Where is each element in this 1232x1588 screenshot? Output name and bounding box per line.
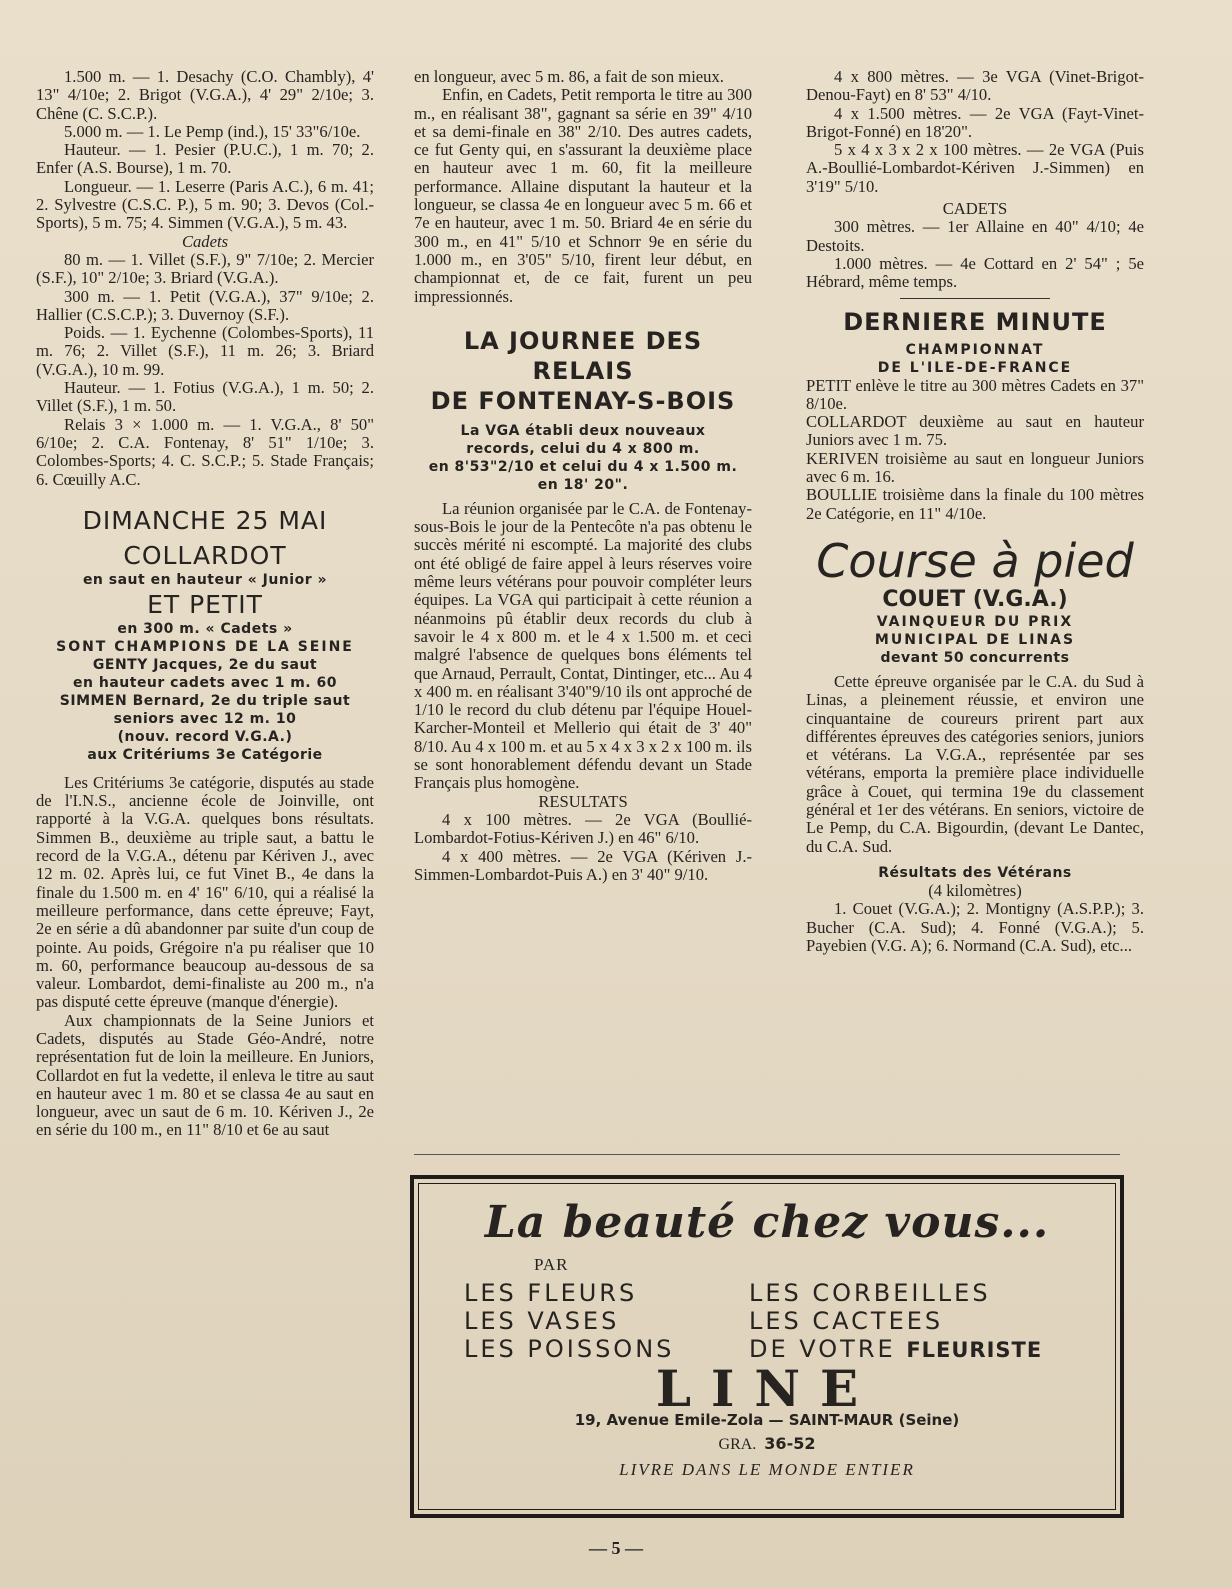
headline-sub-junior: en saut en hauteur « Junior » <box>82 571 328 588</box>
headline-champions: SONT CHAMPIONS DE LA SEINE <box>56 638 354 655</box>
result-5000m: 5.000 m. — 1. Le Pemp (ind.), 15' 33"6/10e. <box>64 121 361 141</box>
cadets-relais: Relais 3 × 1.000 m. — 1. V.G.A., 8' 50" 6/10e; 2. C.A. Fontenay, 8' 51" 1/10e; 3. Colombes-Sports; 4. C. S.C.P.; 5. Stade Français; 6. Cœuilly A.C. <box>36 414 374 489</box>
sub-vga-records-2: records, celui du 4 x 800 m. <box>466 440 700 457</box>
article-continuation: en longueur, avec 5 m. 86, a fait de son mieux. <box>414 67 724 86</box>
result-4x800: 4 x 800 mètres. — 3e VGA (Vinet-Brigot-Denou-Fayt) en 8' 53" 4/10. <box>806 67 1144 105</box>
derniere-minute-title: DERNIERE MINUTE <box>843 307 1107 336</box>
headline-et-petit: ET PETIT <box>147 589 263 619</box>
ad-tel-label: GRA. <box>718 1436 757 1453</box>
ad-brand-line: LINE <box>655 1359 879 1418</box>
dm-item-petit: PETIT enlève le titre au 300 mètres Cadets en 37" 8/10e. <box>806 375 1144 413</box>
ad-corbeilles: LES CORBEILLES <box>749 1279 991 1307</box>
cadets-label-2: CADETS <box>942 199 1008 219</box>
ad-cactees: LES CACTEES <box>749 1307 944 1335</box>
headline-genty-2: en hauteur cadets avec 1 m. 60 <box>73 674 337 691</box>
headline-genty: GENTY Jacques, 2e du saut <box>92 656 318 673</box>
ad-poissons: LES POISSONS <box>464 1335 675 1363</box>
course-title: Course à pied <box>816 533 1134 588</box>
headline-fontenay: DE FONTENAY-S-BOIS <box>430 386 736 415</box>
dm-sub-ile-de-france: DE L'ILE-DE-FRANCE <box>877 359 1073 376</box>
resultats-label: RESULTATS <box>538 791 628 811</box>
result-hauteur: Hauteur. — 1. Pesier (P.U.C.), 1 m. 70; 2. Enfer (A.S. Bourse), 1 m. 70. <box>36 140 374 178</box>
cadets-poids: Poids. — 1. Eychenne (Colombes-Sports), 11 m. 76; 2. Villet (S.F.), 11 m. 26; 3. Briard (V.G.A.), 10 m. 99. <box>36 323 374 379</box>
headline-sub-cadets: en 300 m. « Cadets » <box>117 620 293 637</box>
ad-fleurs: LES FLEURS <box>464 1279 638 1307</box>
cadets-1000m-result: 1.000 mètres. — 4e Cottard en 2' 54" ; 5e Hébrard, même temps. <box>806 253 1144 292</box>
column-2 <box>414 68 752 884</box>
cadets-label: Cadets <box>181 231 229 251</box>
course-article: Cette épreuve organisée par le C.A. du Sud à Linas, a pleinement réussie, et environ une cinquantaine de coureurs prirent part aux différentes épreuves des catégories seniors, juniors et vétérans. La V.G.A., représentée par ses vétérans, emporta la première place individuelle grâce à Couet, qui termina 19e du classement général et 1er des vétérans. En seniors, victoire de Le Pemp, du C.A. Bigourdin, (devant Le Dantec, du C.A. Sud. <box>806 671 1144 856</box>
article-cadets: Enfin, en Cadets, Petit remporta le titre au 300 m., en réalisant 38", gagnant sa série en 39" 4/10 et sa demi-finale en 38" 2/10. Des autres cadets, ce fut Genty qui, en s'assurant la deuxième place en hauteur avec 1 m. 60, fit la meilleure performance. Allaine disputant la hauteur et la longueur, se classa 4e en longueur avec 5 m. 66 et 7e en hauteur, avec 1 m. 50. Briard 4e en série du 300 m., en 41" 5/10 et Schnorr 9e en série du 1.000 m., en 3'05" 5/10, firent leur début, en championnat et, de ce fait, furent un peu impressionnés. <box>414 85 752 306</box>
sub-vga-records-4: en 18' 20". <box>537 476 629 493</box>
ad-vases: LES VASES <box>464 1307 620 1335</box>
ad-footer: LIVRE DANS LE MONDE ENTIER <box>619 1460 915 1479</box>
headline-collardot: COLLARDOT <box>123 540 287 570</box>
divider <box>900 298 1050 299</box>
dm-sub-championnat: CHAMPIONNAT <box>905 341 1045 358</box>
article-criteriums: Les Critériums 3e catégorie, disputés au stade de l'I.N.S., ancienne école de Joinville, ont rapporté à la V.G.A. quelques bons résultats. Simmen B., deuxième au triple saut, a battu le record de la V.G.A., détenu par Kériven J., avec 12 m. 02. Après lui, ce fut Vinet B., 4e dans la finale du 1.500 m. en 4' 16" 6/10, qui a réalisé la meilleure performance, dans cette épreuve; Fayt, 2e en série a dû abandonner par suite d'un coup de pointe. Au poids, Grégoire n'a pu réaliser que 10 m. 60, performance beaucoup au-dessous de sa valeur. Lombardot, demi-finaliste au 200 m., n'a pas disputé cette épreuve (manque d'énergie). <box>36 772 374 1012</box>
dm-item-boullie: BOULLIE troisième dans la finale du 100 mètres 2e Catégorie, en 11" 4/10e. <box>806 485 1144 523</box>
article-relais: La réunion organisée par le C.A. de Fontenay-sous-Bois le jour de la Pentecôte n'a pas obtenu le succès mérité ni escompté. La majorité des clubs ont été obligé de faire appel à leurs réserves voire même leurs vétérans pour pouvoir compléter leurs équipes. La VGA qui participait à cette réunion a néanmoins pû établir deux records du club à savoir le 4 x 800 m. et le 4 x 1.500 m. et ceci malgré l'absence de quelques bons éléments tel que Arnaud, Perrault, Contat, Dintinger, etc... Au 4 x 400 m. en réalisant 3'40"9/10 ils ont approché de 1/10 le record du club détenu par l'équipe Houel-Karcher-Monteil et Mellerio qui était de 3' 40" 8/10. Au 4 x 100 m. et au 5 x 4 x 3 x 2 x 100 m. ils se sont honorablement défendu devant un Stade Français plus homogène. <box>414 498 752 793</box>
course-sub-concurrents: devant 50 concurrents <box>880 649 1070 666</box>
ad-par: PAR <box>534 1255 569 1274</box>
headline-simmen: SIMMEN Bernard, 2e du triple saut <box>59 692 351 709</box>
result-longueur: Longueur. — 1. Leserre (Paris A.C.), 6 m. 41; 2. Sylvestre (C.S.C. P.), 5 m. 90; 3. Devos (Col.-Sports), 5 m. 75; 4. Simmen (V.G.A.), 5 m. 43. <box>36 176 374 233</box>
ad-tel-number: 36-52 <box>764 1434 816 1453</box>
course-sub-vainqueur: VAINQUEUR DU PRIX <box>876 613 1074 630</box>
column-1 <box>36 68 374 1140</box>
result-4x400: 4 x 400 mètres. — 2e VGA (Kériven J.-Simmen-Lombardot-Puis A.) en 3' 40" 9/10. <box>414 846 752 884</box>
result-4x1500: 4 x 1.500 mètres. — 2e VGA (Fayt-Vinet-Brigot-Fonné) en 18'20". <box>806 103 1144 141</box>
page-number: — 5 — <box>589 1538 643 1558</box>
result-1500m: 1.500 m. — 1. Desachy (C.O. Chambly), 4' 13" 4/10e; 2. Brigot (V.G.A.), 4' 29" 2/10e; 3. Chêne (C. S.C.P.). <box>36 67 374 123</box>
ad-row-1 <box>464 1279 1084 1307</box>
dm-item-keriven: KERIVEN troisième au saut en longueur Juniors avec 6 m. 16. <box>806 448 1144 487</box>
separator-line <box>414 1154 1120 1155</box>
result-4x100: 4 x 100 mètres. — 2e VGA (Boullié-Lombardot-Fotius-Kériven J.) en 46" 6/10. <box>414 809 752 848</box>
result-5x4x3x2x100: 5 x 4 x 3 x 2 x 100 mètres. — 2e VGA (Puis A.-Boullié-Lombardot-Kériven J.-Simmen) en 3'19" 5/10. <box>806 140 1144 196</box>
vet-results: 1. Couet (V.G.A.); 2. Montigny (A.S.P.P.); 3. Bucher (C.A. Sud); 4. Fonné (V.G.A.); 5. Payebien (V.G. A); 6. Normand (C.A. Sud), etc... <box>806 899 1144 955</box>
ad-title: La beauté chez vous... <box>484 1197 1050 1248</box>
headline-record: (nouv. record V.G.A.) <box>117 728 293 745</box>
vet-distance: (4 kilomètres) <box>928 880 1022 900</box>
ad-de-votre: DE VOTRE <box>749 1335 896 1363</box>
column-3 <box>806 68 1144 955</box>
cadets-80m: 80 m. — 1. Villet (S.F.), 9" 7/10e; 2. Mercier (S.F.), 10" 2/10e; 3. Briard (V.G.A.). <box>36 249 374 288</box>
course-sub-couet: COUET (V.G.A.) <box>882 586 1068 612</box>
cadets-hauteur: Hauteur. — 1. Fotius (V.G.A.), 1 m. 50; 2. Villet (S.F.), 1 m. 50. <box>36 378 374 416</box>
florist-ad <box>410 1175 1124 1518</box>
article-championnats: Aux championnats de la Seine Juniors et Cadets, disputés au Stade Géo-André, notre représentation fut de loin la meilleure. En Juniors, Collardot en fut la vedette, il enleva le titre au saut en hauteur avec 1 m. 80 et se classa 4e au saut en longueur, avec un saut de 6 m. 10. Kériven J., 2e en série du 100 m., en 11" 8/10 et 6e au saut <box>36 1010 374 1140</box>
ad-fleuriste: FLEURISTE <box>906 1338 1043 1362</box>
sub-vga-records: La VGA établi deux nouveaux <box>460 422 706 439</box>
cadets-300m: 300 m. — 1. Petit (V.G.A.), 37" 9/10e; 2. Hallier (C.S.C.P.); 3. Duvernoy (S.F.). <box>36 286 374 324</box>
headline-simmen-2: seniors avec 12 m. 10 <box>113 710 297 727</box>
sub-vga-records-3: en 8'53"2/10 et celui du 4 x 1.500 m. <box>428 458 738 475</box>
dm-item-collardot: COLLARDOT deuxième au saut en hauteur Juniors avec 1 m. 75. <box>806 412 1144 450</box>
ad-row-2 <box>464 1307 1084 1335</box>
course-sub-municipal: MUNICIPAL DE LINAS <box>874 631 1076 648</box>
headline-date: DIMANCHE 25 MAI <box>82 505 328 535</box>
cadets-300m-result: 300 mètres. — 1er Allaine en 40" 4/10; 4e Destoits. <box>806 217 1144 255</box>
headline-relais: LA JOURNEE DES RELAIS <box>463 326 703 385</box>
ad-telephone <box>414 1434 1120 1454</box>
vet-title: Résultats des Vétérans <box>878 864 1072 881</box>
ad-address: 19, Avenue Emile-Zola — SAINT-MAUR (Seine) <box>574 1411 960 1429</box>
headline-criteriums: aux Critériums 3e Catégorie <box>87 746 323 763</box>
